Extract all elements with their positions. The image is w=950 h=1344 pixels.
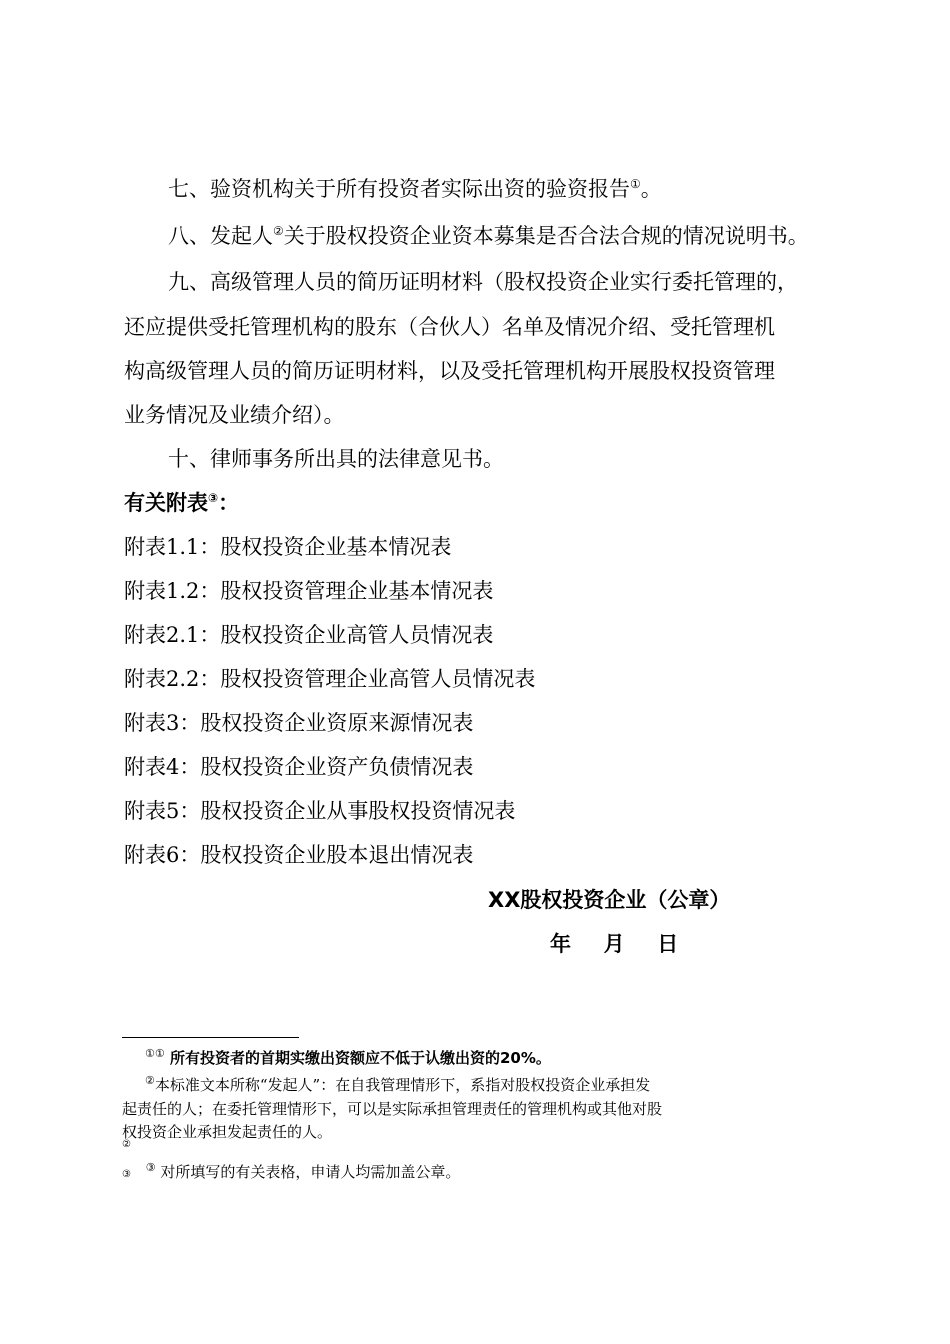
attachment-item: 附表6：股权投资企业股本退出情况表: [124, 843, 474, 867]
attachment-item: 附表4：股权投资企业资产负债情况表: [124, 755, 474, 779]
footnote-1-marker: ①①: [145, 1047, 165, 1060]
item-9-line-4: 业务情况及业绩介绍）。: [124, 403, 345, 427]
item-7-text: 七、验资机构关于所有投资者实际出资的验资报告: [168, 177, 630, 201]
footnote-ref-2[interactable]: ②: [273, 224, 284, 238]
footnote-separator: [122, 1037, 299, 1038]
attachments-heading: 有关附表③：: [124, 491, 240, 515]
signature-seal: XX股权投资企业（公章）: [488, 888, 731, 912]
footnote-2-line-3: 权投资企业承担发起责任的人。: [122, 1123, 333, 1141]
footnote-1: [145, 1047, 551, 1069]
item-7: 七、验资机构关于所有投资者实际出资的验资报告①。: [168, 177, 662, 201]
signature-date: 年 月 日: [550, 932, 685, 956]
item-9-line-3: 构高级管理人员的简历证明材料，以及受托管理机构开展股权投资管理: [124, 359, 775, 383]
attachment-item: 附表1.1：股权投资企业基本情况表: [124, 535, 452, 559]
item-10: 十、律师事务所出具的法律意见书。: [168, 447, 504, 471]
attachment-item: 附表5：股权投资企业从事股权投资情况表: [124, 799, 516, 823]
footnote-3: [122, 1161, 460, 1186]
footnote-1-text: 所有投资者的首期实缴出资额应不低于认缴出资的20%。: [169, 1049, 551, 1067]
attachment-item: 附表2.1：股权投资企业高管人员情况表: [124, 623, 494, 647]
footnote-3-small-marker: ③: [122, 1169, 131, 1180]
footnote-2-line-2: 起责任的人；在委托管理情形下，可以是实际承担管理责任的管理机构或其他对股: [122, 1100, 663, 1118]
item-9-line-2: 还应提供受托管理机构的股东（合伙人）名单及情况介绍、受托管理机: [124, 315, 775, 339]
item-8: 八、发起人②关于股权投资企业资本募集是否合法合规的情况说明书。: [168, 224, 809, 248]
attachment-item: 附表2.2：股权投资管理企业高管人员情况表: [124, 667, 536, 691]
footnote-ref-1[interactable]: ①: [630, 177, 641, 191]
footnote-2-stray-marker: ②: [122, 1139, 131, 1150]
footnote-3-text: 对所填写的有关表格，申请人均需加盖公章。: [160, 1163, 461, 1181]
footnote-2-line-1: ②本标准文本所称“发起人”：在自我管理情形下，系指对股权投资企业承担发: [145, 1074, 651, 1094]
attachment-item: 附表3：股权投资企业资原来源情况表: [124, 711, 474, 735]
item-9-line-1: 九、高级管理人员的简历证明材料（股权投资企业实行委托管理的，: [168, 270, 798, 294]
attachment-item: 附表1.2：股权投资管理企业基本情况表: [124, 579, 494, 603]
footnote-3-marker: ③: [145, 1161, 156, 1174]
footnote-2-marker: ②: [145, 1074, 155, 1087]
footnote-ref-3[interactable]: ③: [208, 491, 219, 505]
